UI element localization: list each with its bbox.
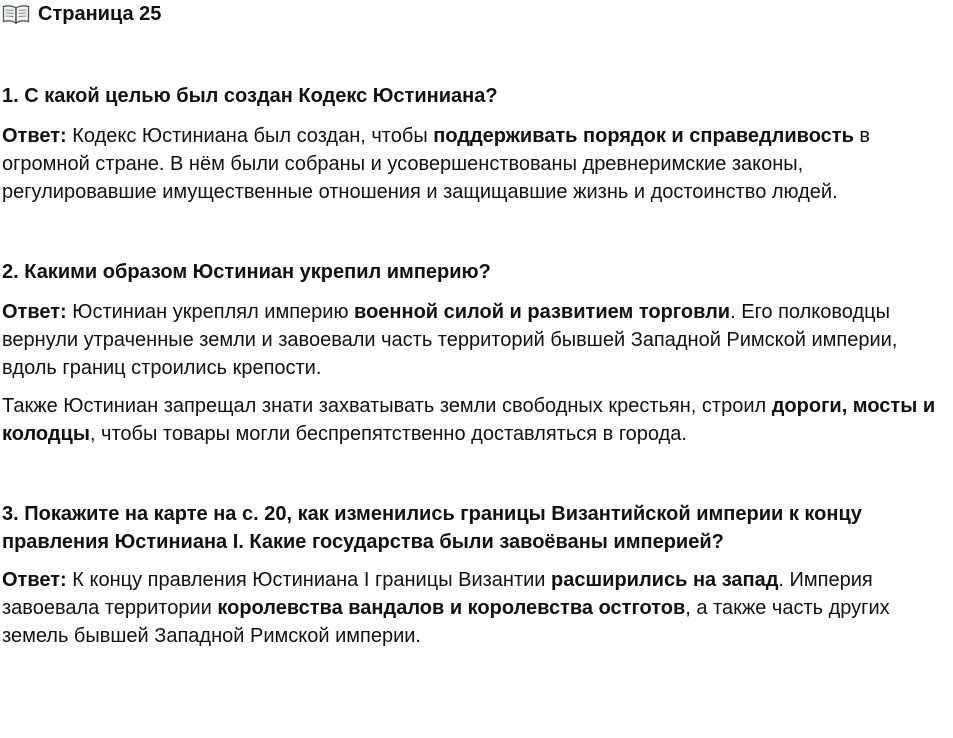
answer-3 <box>2 566 950 650</box>
page-title: Страница 25 <box>38 3 162 25</box>
answer-highlight: поддерживать порядок и справедливость <box>433 125 854 147</box>
answer-text: , чтобы товары могли беспрепятственно доставляться в города. <box>89 423 687 445</box>
answer-1 <box>2 122 950 206</box>
answer-label: Ответ: <box>2 301 67 323</box>
answer-text: в огромной стране. В нём были собраны и усовершенствованы древнеримские законы, регулировавшие имущественные отношения и защищавшие жизнь и достоинство людей. <box>2 125 871 203</box>
answer-highlight: военной силой и развитием торговли <box>354 301 731 323</box>
answer-highlight: дороги, мосты и колодцы <box>2 395 936 445</box>
answer-label: Ответ: <box>2 569 67 591</box>
answer-text: . Империя завоевала территории <box>2 569 873 619</box>
answer-2 <box>2 298 950 382</box>
answer-label: Ответ: <box>2 125 67 147</box>
page-content <box>2 0 950 650</box>
page-header <box>2 0 950 28</box>
answer-text: , а также часть других земель бывшей Западной Римской империи. <box>2 597 890 647</box>
answer-text: Юстиниан укреплял империю <box>66 301 355 323</box>
answer-text: Также Юстиниан запрещал знати захватывать земли свободных крестьян, строил <box>2 395 772 417</box>
open-book-icon <box>2 4 30 24</box>
answer-highlight: королевства вандалов и королевства остготов <box>217 597 686 619</box>
answer-text: Кодекс Юстиниана был создан, чтобы <box>66 125 434 147</box>
question-3: 3. Покажите на карте на с. 20, как изменились границы Византийской империи к концу правления Юстиниана I. Какие государства были завоёваны империей? <box>2 503 862 553</box>
answer-highlight: расширились на запад <box>551 569 779 591</box>
answer-2-extra <box>2 392 950 448</box>
answer-text: К концу правления Юстиниана I границы Византии <box>66 569 552 591</box>
answer-text: . Его полководцы вернули утраченные земли и завоевали часть территорий бывшей Западной Римской империи, вдоль границ строились крепости. <box>2 301 898 379</box>
question-2: 2. Какими образом Юстиниан укрепил империю? <box>2 261 491 283</box>
question-1: 1. С какой целью был создан Кодекс Юстиниана? <box>2 85 498 107</box>
